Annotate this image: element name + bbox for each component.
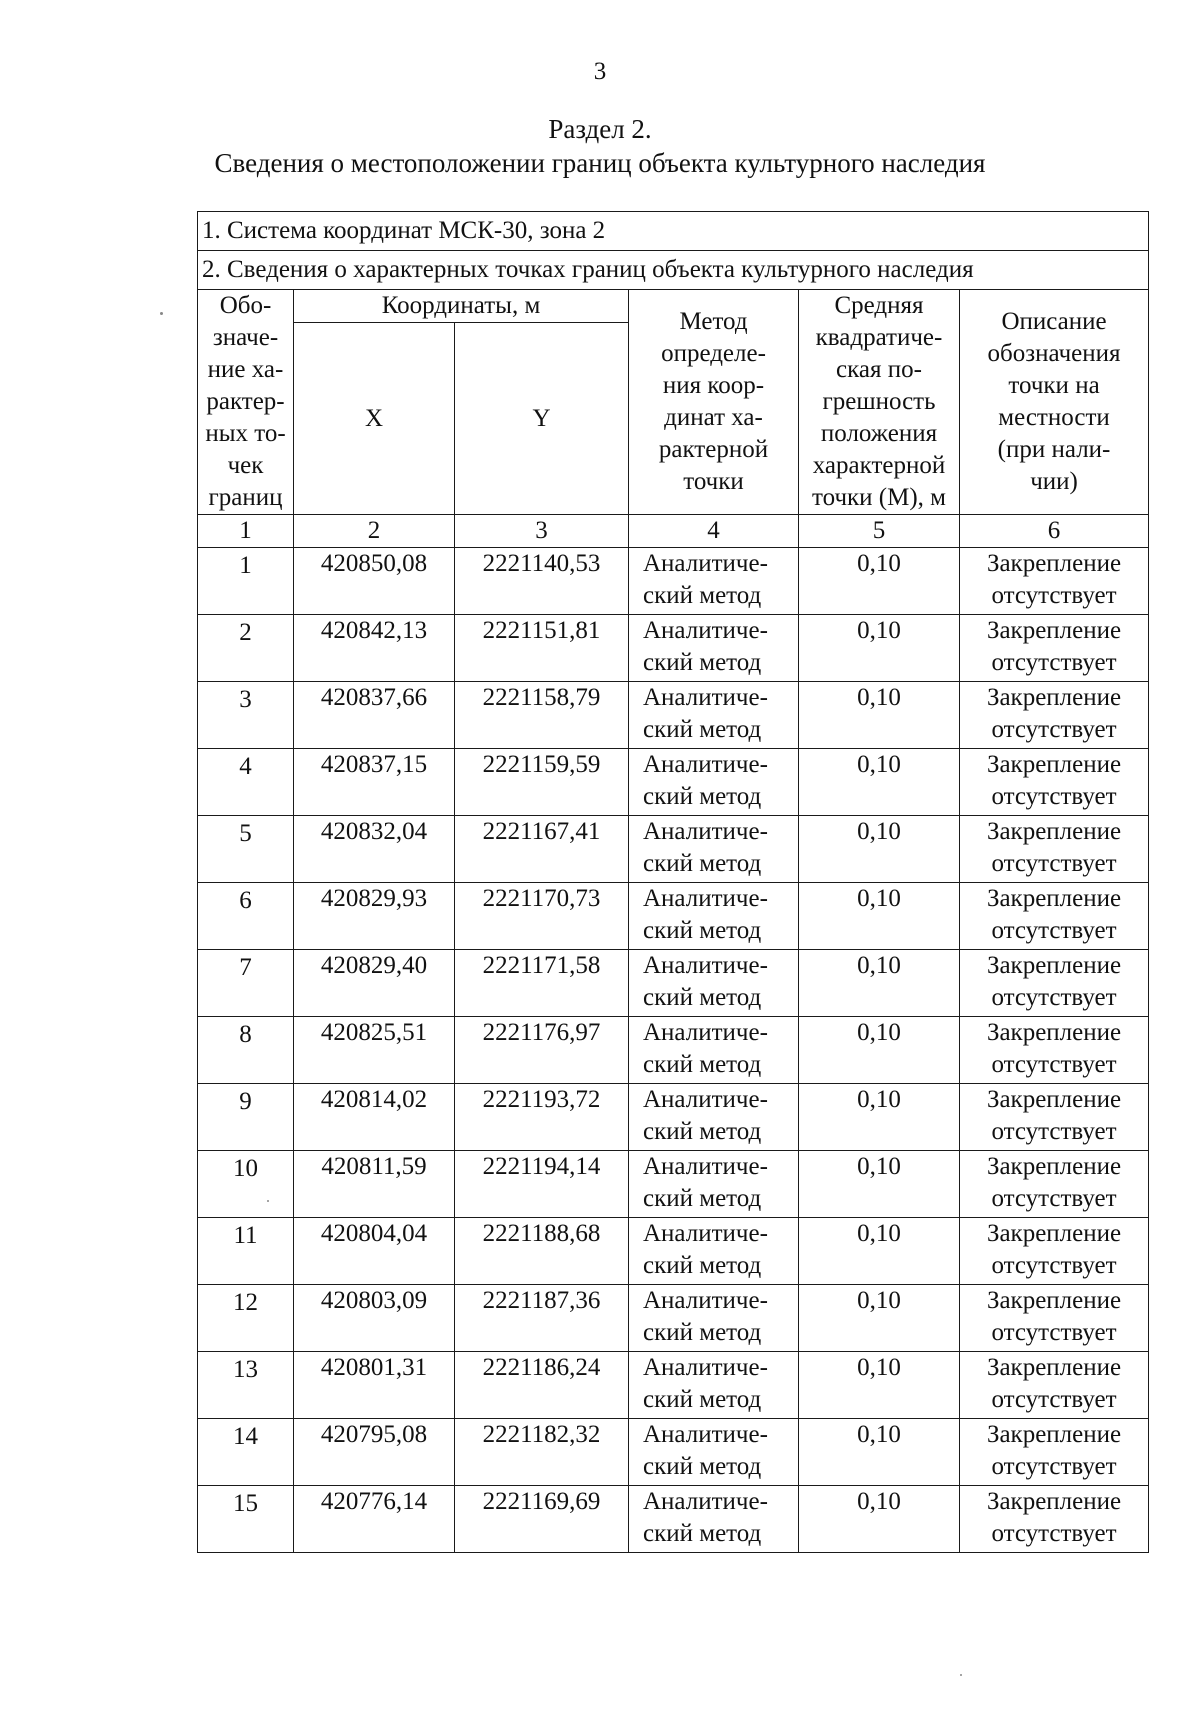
scan-speck [160,312,163,315]
error-cell: 0,10 [799,1017,960,1084]
method-cell: Аналитиче- ский метод [629,548,799,615]
column-number: 3 [455,515,629,548]
description-cell: Закрепление отсутствует [960,883,1149,950]
header-error: Средняя квадратиче- ская по- грешность положения характерной точки (М), м [799,290,960,515]
point-number: 12 [198,1285,294,1352]
coordinate-x: 420801,31 [294,1352,455,1419]
coordinate-y: 2221194,14 [455,1151,629,1218]
point-number: 7 [198,950,294,1017]
points-info-label: 2. Сведения о характерных точках границ объекта культурного наследия [198,251,1149,290]
coordinate-x: 420837,66 [294,682,455,749]
table-row [198,749,1149,816]
point-number: 14 [198,1419,294,1486]
table-row [198,1486,1149,1553]
table-row [198,950,1149,1017]
table-row [198,682,1149,749]
coordinate-y: 2221151,81 [455,615,629,682]
description-cell: Закрепление отсутствует [960,816,1149,883]
error-cell: 0,10 [799,816,960,883]
coordinate-x: 420832,04 [294,816,455,883]
error-cell: 0,10 [799,548,960,615]
description-cell: Закрепление отсутствует [960,1151,1149,1218]
table-row [198,1218,1149,1285]
column-number: 6 [960,515,1149,548]
table-row [198,1084,1149,1151]
page-number: 3 [593,58,607,85]
method-cell: Аналитиче- ский метод [629,1352,799,1419]
coordinate-x: 420795,08 [294,1419,455,1486]
table-row [198,883,1149,950]
error-cell: 0,10 [799,1486,960,1553]
description-cell: Закрепление отсутствует [960,1486,1149,1553]
description-cell: Закрепление отсутствует [960,1017,1149,1084]
coordinate-x: 420803,09 [294,1285,455,1352]
column-number: 4 [629,515,799,548]
description-cell: Закрепление отсутствует [960,749,1149,816]
method-cell: Аналитиче- ский метод [629,1419,799,1486]
point-number: 1 [198,548,294,615]
header-description: Описание обозначения точки на местности (при нали- чии) [960,290,1149,515]
description-cell: Закрепление отсутствует [960,682,1149,749]
point-number: 4 [198,749,294,816]
coordinate-x: 420837,15 [294,749,455,816]
coordinate-y: 2221171,58 [455,950,629,1017]
coordinate-y: 2221167,41 [455,816,629,883]
column-number: 5 [799,515,960,548]
coordinate-y: 2221140,53 [455,548,629,615]
method-cell: Аналитиче- ский метод [629,816,799,883]
method-cell: Аналитиче- ский метод [629,749,799,816]
description-cell: Закрепление отсутствует [960,1419,1149,1486]
boundary-points-table [197,211,1149,1553]
point-number: 8 [198,1017,294,1084]
description-cell: Закрепление отсутствует [960,1218,1149,1285]
coordinate-x: 420825,51 [294,1017,455,1084]
coordinate-y: 2221169,69 [455,1486,629,1553]
header-y: Y [455,323,629,515]
coordinate-x: 420850,08 [294,548,455,615]
coordinate-system-label: 1. Система координат МСК-30, зона 2 [198,212,1149,251]
column-number-row [198,515,1149,548]
description-cell: Закрепление отсутствует [960,1285,1149,1352]
section-subtitle: Сведения о местоположении границ объекта культурного наследия [214,148,986,178]
header-coordinates: Координаты, м [294,290,629,323]
error-cell: 0,10 [799,1084,960,1151]
error-cell: 0,10 [799,950,960,1017]
table-row [198,1285,1149,1352]
coordinate-system-row [198,212,1149,251]
error-cell: 0,10 [799,883,960,950]
header-method: Метод определе- ния коор- динат ха- рактерной точки [629,290,799,515]
method-cell: Аналитиче- ский метод [629,1218,799,1285]
error-cell: 0,10 [799,1151,960,1218]
table-row [198,1151,1149,1218]
method-cell: Аналитиче- ский метод [629,950,799,1017]
description-cell: Закрепление отсутствует [960,1084,1149,1151]
description-cell: Закрепление отсутствует [960,950,1149,1017]
point-number: 13 [198,1352,294,1419]
error-cell: 0,10 [799,1285,960,1352]
coordinate-y: 2221182,32 [455,1419,629,1486]
coordinate-y: 2221158,79 [455,682,629,749]
coordinate-y: 2221193,72 [455,1084,629,1151]
error-cell: 0,10 [799,1352,960,1419]
scan-speck [960,1674,962,1676]
coordinate-x: 420842,13 [294,615,455,682]
point-number: 10 [198,1151,294,1218]
section-title: Раздел 2. [548,114,652,144]
coordinate-x: 420829,40 [294,950,455,1017]
column-number: 1 [198,515,294,548]
error-cell: 0,10 [799,615,960,682]
description-cell: Закрепление отсутствует [960,615,1149,682]
coordinate-x: 420811,59 [294,1151,455,1218]
description-cell: Закрепление отсутствует [960,1352,1149,1419]
point-number: 6 [198,883,294,950]
method-cell: Аналитиче- ский метод [629,1285,799,1352]
coordinate-x: 420829,93 [294,883,455,950]
coordinate-y: 2221159,59 [455,749,629,816]
description-cell: Закрепление отсутствует [960,548,1149,615]
point-number: 3 [198,682,294,749]
header-x: X [294,323,455,515]
coordinate-y: 2221187,36 [455,1285,629,1352]
method-cell: Аналитиче- ский метод [629,883,799,950]
header-designation: Обо- значе- ние ха- рактер- ных то- чек границ [198,290,294,515]
error-cell: 0,10 [799,1419,960,1486]
coordinate-x: 420804,04 [294,1218,455,1285]
error-cell: 0,10 [799,1218,960,1285]
method-cell: Аналитиче- ский метод [629,1084,799,1151]
method-cell: Аналитиче- ский метод [629,1017,799,1084]
coordinate-y: 2221176,97 [455,1017,629,1084]
table-row [198,615,1149,682]
table-row [198,1419,1149,1486]
points-info-row [198,251,1149,290]
point-number: 5 [198,816,294,883]
error-cell: 0,10 [799,682,960,749]
point-number: 15 [198,1486,294,1553]
method-cell: Аналитиче- ский метод [629,615,799,682]
table-row [198,1352,1149,1419]
coordinate-y: 2221170,73 [455,883,629,950]
point-number: 11 [198,1218,294,1285]
point-number: 2 [198,615,294,682]
coordinate-y: 2221188,68 [455,1218,629,1285]
table-row [198,1017,1149,1084]
method-cell: Аналитиче- ский метод [629,1151,799,1218]
method-cell: Аналитиче- ский метод [629,1486,799,1553]
table-row [198,816,1149,883]
coordinate-x: 420776,14 [294,1486,455,1553]
point-number: 9 [198,1084,294,1151]
table-row [198,548,1149,615]
coordinate-y: 2221186,24 [455,1352,629,1419]
error-cell: 0,10 [799,749,960,816]
coordinate-x: 420814,02 [294,1084,455,1151]
header-row-1 [198,290,1149,323]
column-number: 2 [294,515,455,548]
method-cell: Аналитиче- ский метод [629,682,799,749]
